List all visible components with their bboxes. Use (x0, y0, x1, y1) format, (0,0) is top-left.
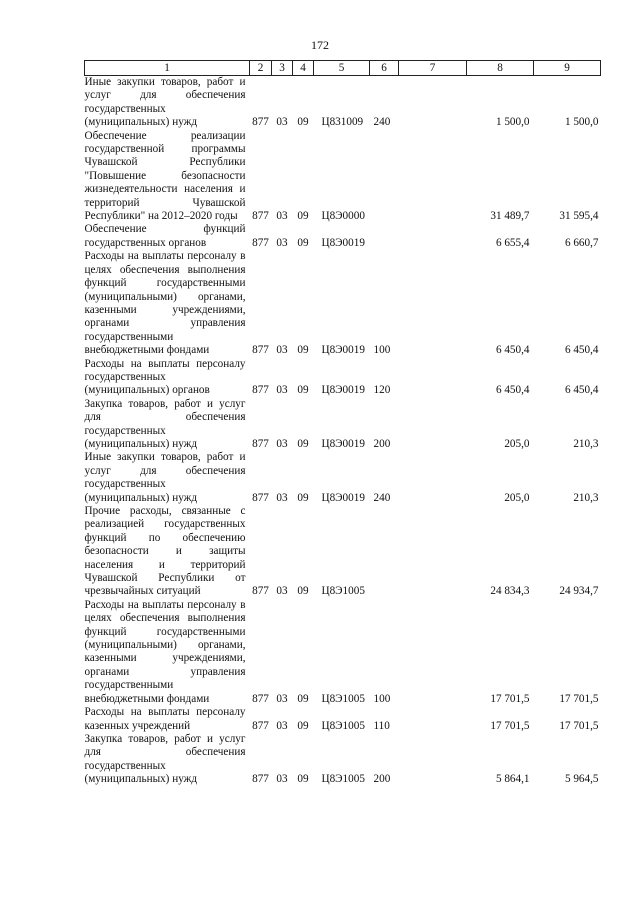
row-csr: Ц8Э0000 (321, 210, 365, 223)
row-sum-9: 210,3 (573, 437, 599, 450)
row-ved: 877 (252, 692, 269, 705)
row-rz: 03 (276, 116, 288, 129)
row-sum-9: 1 500,0 (564, 116, 599, 129)
header-col-5: 5 (314, 61, 370, 76)
row-pr: 09 (297, 773, 309, 786)
table-row (85, 451, 601, 505)
row-col7 (399, 76, 467, 130)
row-vr (370, 223, 399, 250)
row-ved: 877 (252, 773, 269, 786)
header-col-6: 6 (370, 61, 399, 76)
row-sum-9: 6 450,4 (564, 384, 599, 397)
budget-table (84, 60, 601, 787)
table-body (85, 76, 601, 787)
row-sum-8: 1 500,0 (495, 116, 530, 129)
row-vr (370, 130, 399, 224)
row-csr: Ц831009 (321, 116, 364, 129)
row-col7 (399, 505, 467, 599)
row-pr: 09 (297, 116, 309, 129)
row-rz: 03 (276, 491, 288, 504)
row-ved: 877 (252, 116, 269, 129)
row-sum-8: 24 834,3 (490, 585, 530, 598)
row-ved: 877 (252, 344, 269, 357)
row-vr: 240 (373, 491, 391, 504)
row-name: Иные закупки товаров, работ и услуг для обеспечения государственных (муниципальных) нужд (84, 451, 246, 504)
row-name: Расходы на выплаты персоналу в целях обеспечения выполнения функций государственными (муниципальными) органами, казенными учреждениями, органами управления государственными внебюджетными фондами (84, 250, 246, 357)
row-pr: 09 (297, 585, 309, 598)
row-ved: 877 (252, 210, 269, 223)
row-sum-8: 17 701,5 (490, 719, 530, 732)
page-number: 172 (311, 38, 329, 52)
row-name: Иные закупки товаров, работ и услуг для обеспечения государственных (муниципальных) нужд (84, 76, 246, 129)
row-ved: 877 (252, 437, 269, 450)
row-csr: Ц8Э1005 (321, 773, 365, 786)
table-row (85, 599, 601, 706)
row-rz: 03 (276, 692, 288, 705)
row-sum-8: 205,0 (504, 437, 530, 450)
row-pr: 09 (297, 344, 309, 357)
row-ved: 877 (252, 585, 269, 598)
row-sum-9: 31 595,4 (559, 210, 599, 223)
row-rz: 03 (276, 210, 288, 223)
header-col-8: 8 (467, 61, 534, 76)
row-name: Закупка товаров, работ и услуг для обеспечения государственных (муниципальных) нужд (84, 732, 246, 786)
row-sum-8: 5 864,1 (495, 773, 530, 786)
header-col-9: 9 (534, 61, 601, 76)
row-pr: 09 (297, 719, 309, 732)
row-vr: 120 (373, 384, 391, 397)
row-col7 (399, 223, 467, 250)
row-csr: Ц8Э0019 (321, 491, 365, 504)
row-ved: 877 (252, 719, 269, 732)
row-pr: 09 (297, 236, 309, 249)
row-csr: Ц8Э1005 (321, 719, 365, 732)
table-header (85, 61, 601, 76)
row-csr: Ц8Э0019 (321, 384, 365, 397)
row-name: Закупка товаров, работ и услуг для обеспечения государственных (муниципальных) нужд (84, 397, 246, 450)
row-sum-9: 17 701,5 (559, 719, 599, 732)
header-row (85, 61, 601, 76)
table-row (85, 398, 601, 452)
table-row (85, 733, 601, 787)
row-col7 (399, 733, 467, 787)
table-row (85, 505, 601, 599)
header-col-3: 3 (272, 61, 293, 76)
row-sum-8: 6 450,4 (495, 344, 530, 357)
row-rz: 03 (276, 344, 288, 357)
row-csr: Ц8Э0019 (321, 344, 365, 357)
row-pr: 09 (297, 692, 309, 705)
row-csr: Ц8Э1005 (321, 585, 365, 598)
row-name: Обеспечение реализации государственной программы Чувашской Республики "Повышение безопасности жизнедеятельности населения и территорий Чувашской Республики" на 2012–2020 годы (84, 129, 246, 223)
header-col-7: 7 (399, 61, 467, 76)
row-rz: 03 (276, 236, 288, 249)
row-pr: 09 (297, 210, 309, 223)
header-col-4: 4 (293, 61, 314, 76)
row-ved: 877 (252, 236, 269, 249)
table-row (85, 358, 601, 398)
row-sum-9: 5 964,5 (564, 773, 599, 786)
row-name: Обеспечение функций государственных органов (84, 223, 246, 249)
row-vr: 110 (373, 719, 390, 732)
row-vr: 100 (373, 692, 391, 705)
row-csr: Ц8Э0019 (321, 437, 365, 450)
row-sum-9: 6 450,4 (564, 344, 599, 357)
row-pr: 09 (297, 437, 309, 450)
row-sum-9: 6 660,7 (564, 236, 599, 249)
row-rz: 03 (276, 384, 288, 397)
table-row (85, 130, 601, 224)
row-vr: 200 (373, 437, 391, 450)
table-row (85, 223, 601, 250)
row-sum-8: 31 489,7 (490, 210, 530, 223)
row-pr: 09 (297, 491, 309, 504)
row-col7 (399, 451, 467, 505)
row-csr: Ц8Э0019 (321, 236, 365, 249)
row-name: Прочие расходы, связанные с реализацией государственных функций по обеспечению безопасности и защиты населения и территорий Чувашской Республики от чрезвычайных ситуаций (84, 505, 246, 598)
row-name: Расходы на выплаты персоналу в целях обеспечения выполнения функций государственными (муниципальными) органами, казенными учреждениями, органами управления государственными внебюджетными фондами (84, 598, 246, 705)
table-row (85, 76, 601, 130)
row-rz: 03 (276, 719, 288, 732)
row-col7 (399, 599, 467, 706)
row-rz: 03 (276, 585, 288, 598)
row-vr: 100 (373, 344, 391, 357)
row-name: Расходы на выплаты персоналу государственных (муниципальных) органов (84, 357, 246, 397)
row-sum-9: 210,3 (573, 491, 599, 504)
row-col7 (399, 358, 467, 398)
row-sum-8: 17 701,5 (490, 692, 530, 705)
table-row (85, 250, 601, 357)
row-col7 (399, 130, 467, 224)
row-ved: 877 (252, 491, 269, 504)
row-col7 (399, 398, 467, 452)
header-col-1: 1 (85, 61, 250, 76)
row-sum-9: 17 701,5 (559, 692, 599, 705)
row-sum-8: 6 655,4 (495, 236, 530, 249)
row-vr (370, 505, 399, 599)
row-col7 (399, 250, 467, 357)
row-col7 (399, 706, 467, 733)
row-rz: 03 (276, 773, 288, 786)
row-vr: 200 (373, 773, 391, 786)
table-row (85, 706, 601, 733)
row-vr: 240 (373, 116, 391, 129)
header-col-2: 2 (250, 61, 272, 76)
row-name: Расходы на выплаты персоналу казенных учреждений (84, 706, 246, 732)
row-rz: 03 (276, 437, 288, 450)
row-ved: 877 (252, 384, 269, 397)
row-sum-8: 6 450,4 (495, 384, 530, 397)
row-csr: Ц8Э1005 (321, 692, 365, 705)
row-sum-8: 205,0 (504, 491, 530, 504)
row-sum-9: 24 934,7 (559, 585, 599, 598)
row-pr: 09 (297, 384, 309, 397)
